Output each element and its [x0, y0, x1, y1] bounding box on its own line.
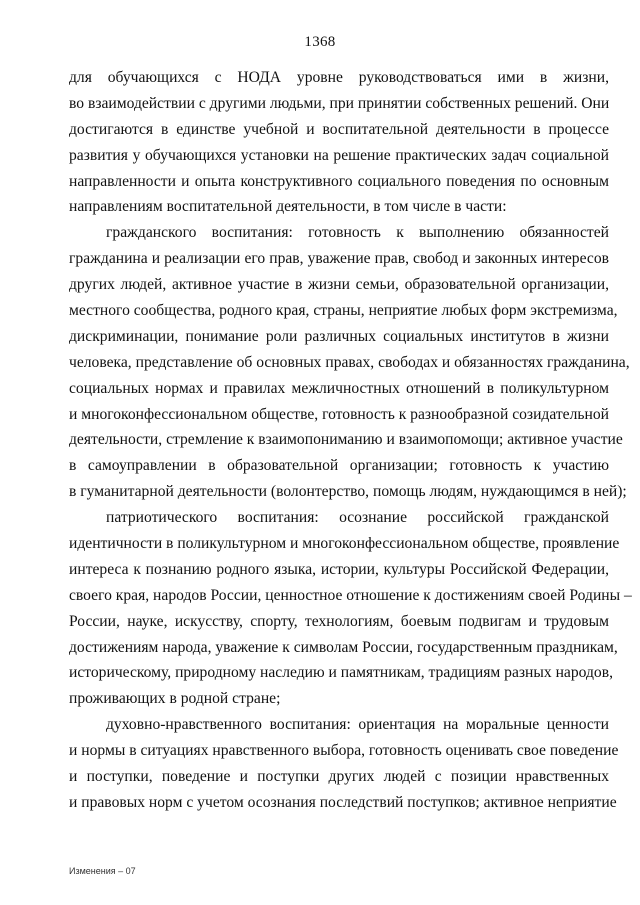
text-line: достигаются в единстве учебной и воспитательной деятельности в процессе	[69, 120, 609, 138]
text-line: историческому, природному наследию и памятникам, традициям разных народов,	[69, 664, 613, 682]
text-line: в гуманитарной деятельности (волонтерство, помощь людям, нуждающимся в ней);	[69, 483, 627, 501]
text-line: местного сообщества, родного края, страны, неприятие любых форм экстремизма,	[69, 302, 618, 320]
footer-revision: Изменения – 07	[69, 866, 136, 876]
text-line: интереса к познанию родного языка, истории, культуры Российской Федерации,	[69, 560, 609, 578]
text-line: дискриминации, понимание роли различных социальных институтов в жизни	[69, 327, 609, 345]
paragraph-first-line: гражданского воспитания: готовность к выполнению обязанностей	[106, 224, 609, 242]
text-line: для обучающихся с НОДА уровне руководствоваться ими в жизни,	[69, 69, 609, 86]
text-line: направлениям воспитательной деятельности, в том числе в части:	[69, 198, 507, 216]
text-line: в самоуправлении в образовательной организации; готовность к участию	[69, 457, 609, 475]
text-line: других людей, активное участие в жизни семьи, образовательной организации,	[69, 276, 609, 294]
text-line: деятельности, стремление к взаимопониманию и взаимопомощи; активное участие	[69, 431, 623, 449]
text-line: направленности и опыта конструктивного социального поведения по основным	[69, 172, 609, 190]
text-line: и многоконфессиональном обществе, готовность к разнообразной созидательной	[69, 405, 609, 423]
text-line: и поступки, поведение и поступки других людей с позиции нравственных	[69, 768, 609, 786]
text-line: достижениям народа, уважение к символам России, государственным праздникам,	[69, 638, 618, 656]
paragraph-first-line: патриотического воспитания: осознание российской гражданской	[106, 509, 609, 527]
text-line: идентичности в поликультурном и многоконфессиональном обществе, проявление	[69, 535, 620, 553]
text-line: человека, представление об основных правах, свободах и обязанностях гражданина,	[69, 353, 630, 371]
text-line: во взаимодействии с другими людьми, при принятии собственных решений. Они	[69, 94, 610, 112]
text-line: социальных нормах и правилах межличностных отношений в поликультурном	[69, 379, 609, 397]
text-line: и нормы в ситуациях нравственного выбора, готовность оценивать свое поведение	[69, 742, 619, 760]
text-line: проживающих в родной стране;	[69, 690, 281, 708]
text-line: гражданина и реализации его прав, уважение прав, свобод и законных интересов	[69, 250, 609, 268]
text-line: своего края, народов России, ценностное отношение к достижениям своей Родины –	[69, 586, 632, 604]
paragraph-first-line: духовно-нравственного воспитания: ориентация на моральные ценности	[106, 716, 609, 734]
body-text	[69, 65, 632, 816]
text-line: и правовых норм с учетом осознания последствий поступков; активное неприятие	[69, 793, 617, 811]
text-line: развития у обучающихся установки на решение практических задач социальной	[69, 146, 609, 164]
text-line: России, науке, искусству, спорту, технологиям, боевым подвигам и трудовым	[69, 612, 609, 630]
page-number: 1368	[304, 34, 336, 50]
